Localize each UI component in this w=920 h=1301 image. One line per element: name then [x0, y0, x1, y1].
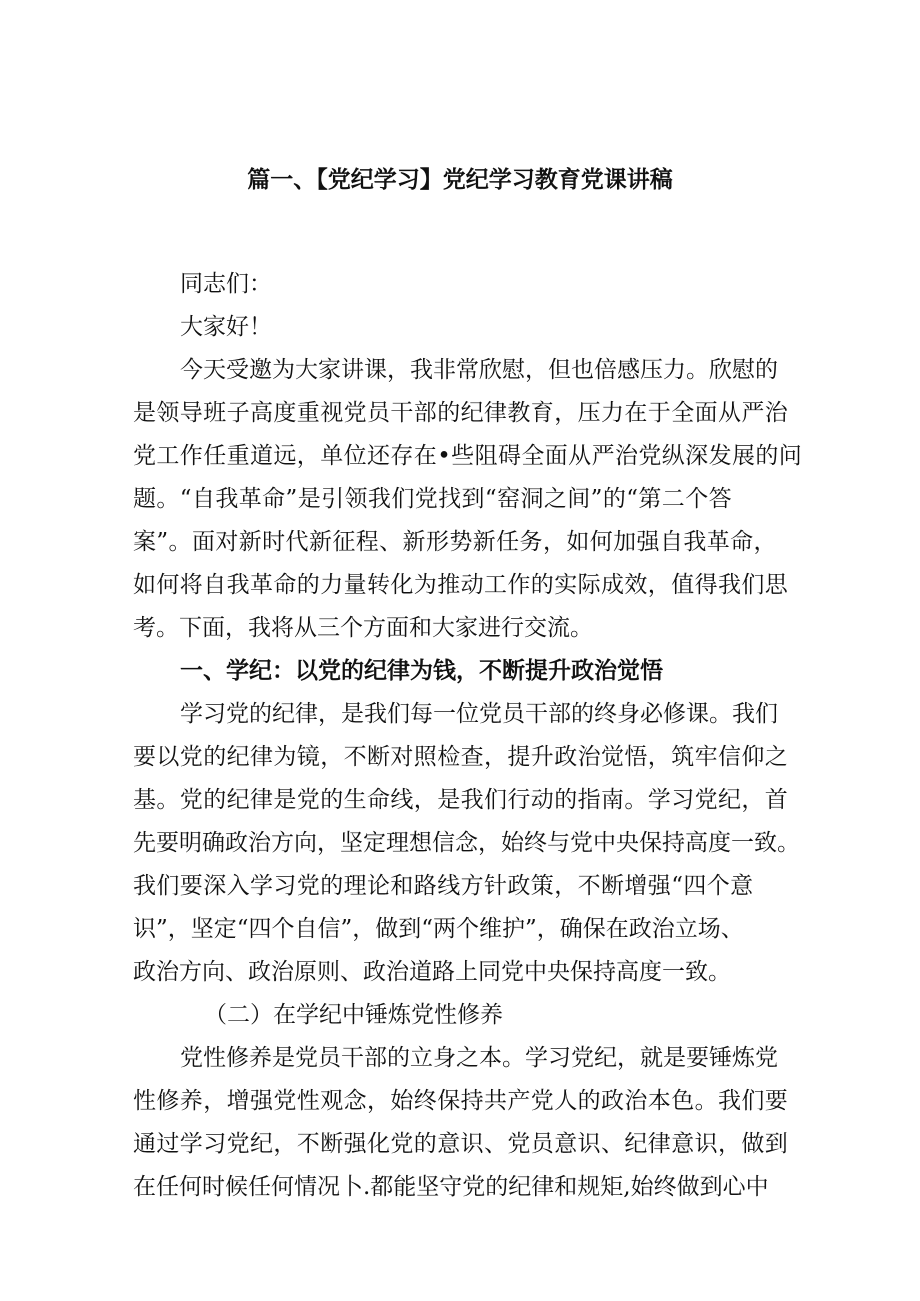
- paragraph-line: 性修养，增强党性观念，始终保持共产党人的政治本色。我们要: [133, 1088, 789, 1114]
- document-title: 篇一、【党纪学习】党纪学习教育党课讲稿: [247, 166, 673, 193]
- paragraph-line: 我们要深入学习党的理论和路线方针政策，不断增强“四个意: [133, 873, 754, 899]
- subsection-heading: （二）在学纪中锤炼党性修养: [204, 1002, 503, 1028]
- paragraph-line: 要以党的纪律为镜，不断对照检查，提升政治觉悟，筑牢信仰之: [133, 744, 789, 770]
- paragraph-line: 学习党的纪律，是我们每一位党员干部的终身必修课。我们: [180, 701, 778, 727]
- paragraph-line: 先要明确政治方向，坚定理想信念，始终与党中央保持高度一致。: [133, 830, 800, 856]
- paragraph-line: 党性修养是党员干部的立身之本。学习党纪，就是要锤炼党: [180, 1045, 778, 1071]
- paragraph-line: 如何将自我革命的力量转化为推动工作的实际成效，值得我们思: [133, 572, 789, 598]
- paragraph-line: 案”。面对新时代新征程、新形势新任务，如何加强自我革命，: [133, 529, 777, 555]
- paragraph-line: 党工作任重道远，单位还存在•些阻碍全面从严治党纵深发展的问: [133, 443, 803, 469]
- greeting-line: 大家好！: [180, 314, 272, 340]
- paragraph-line: 政治方向、政治原则、政治道路上同党中央保持高度一致。: [133, 959, 731, 985]
- section-heading: 一、学纪：以党的纪律为钱，不断提升政治觉悟: [180, 657, 663, 684]
- paragraph-line: 题。“自我革命”是引领我们党找到“窑洞之间”的“第二个答: [133, 486, 732, 512]
- paragraph-line: 考。下面，我将从三个方面和大家进行交流。: [133, 615, 593, 641]
- paragraph-line: 识”，坚定“四个自信”，做到“两个维护”，确保在政治立场、: [133, 916, 744, 942]
- paragraph-line: 是领导班子高度重视党员干部的纪律教育，压力在于全面从严治: [133, 400, 789, 426]
- paragraph-line: 基。党的纪律是党的生命线，是我们行动的指南。学习党纪，首: [133, 787, 789, 813]
- paragraph-line: 通过学习党纪，不断强化党的意识、党员意识、纪律意识，做到: [133, 1131, 789, 1157]
- salutation-line: 同志们：: [180, 271, 272, 297]
- paragraph-line: 今天受邀为大家讲课，我非常欣慰，但也倍感压力。欣慰的: [180, 357, 778, 383]
- paragraph-line: 在任何时候任何情况卜.都能坚守党的纪律和规矩,始终做到心中: [133, 1174, 769, 1200]
